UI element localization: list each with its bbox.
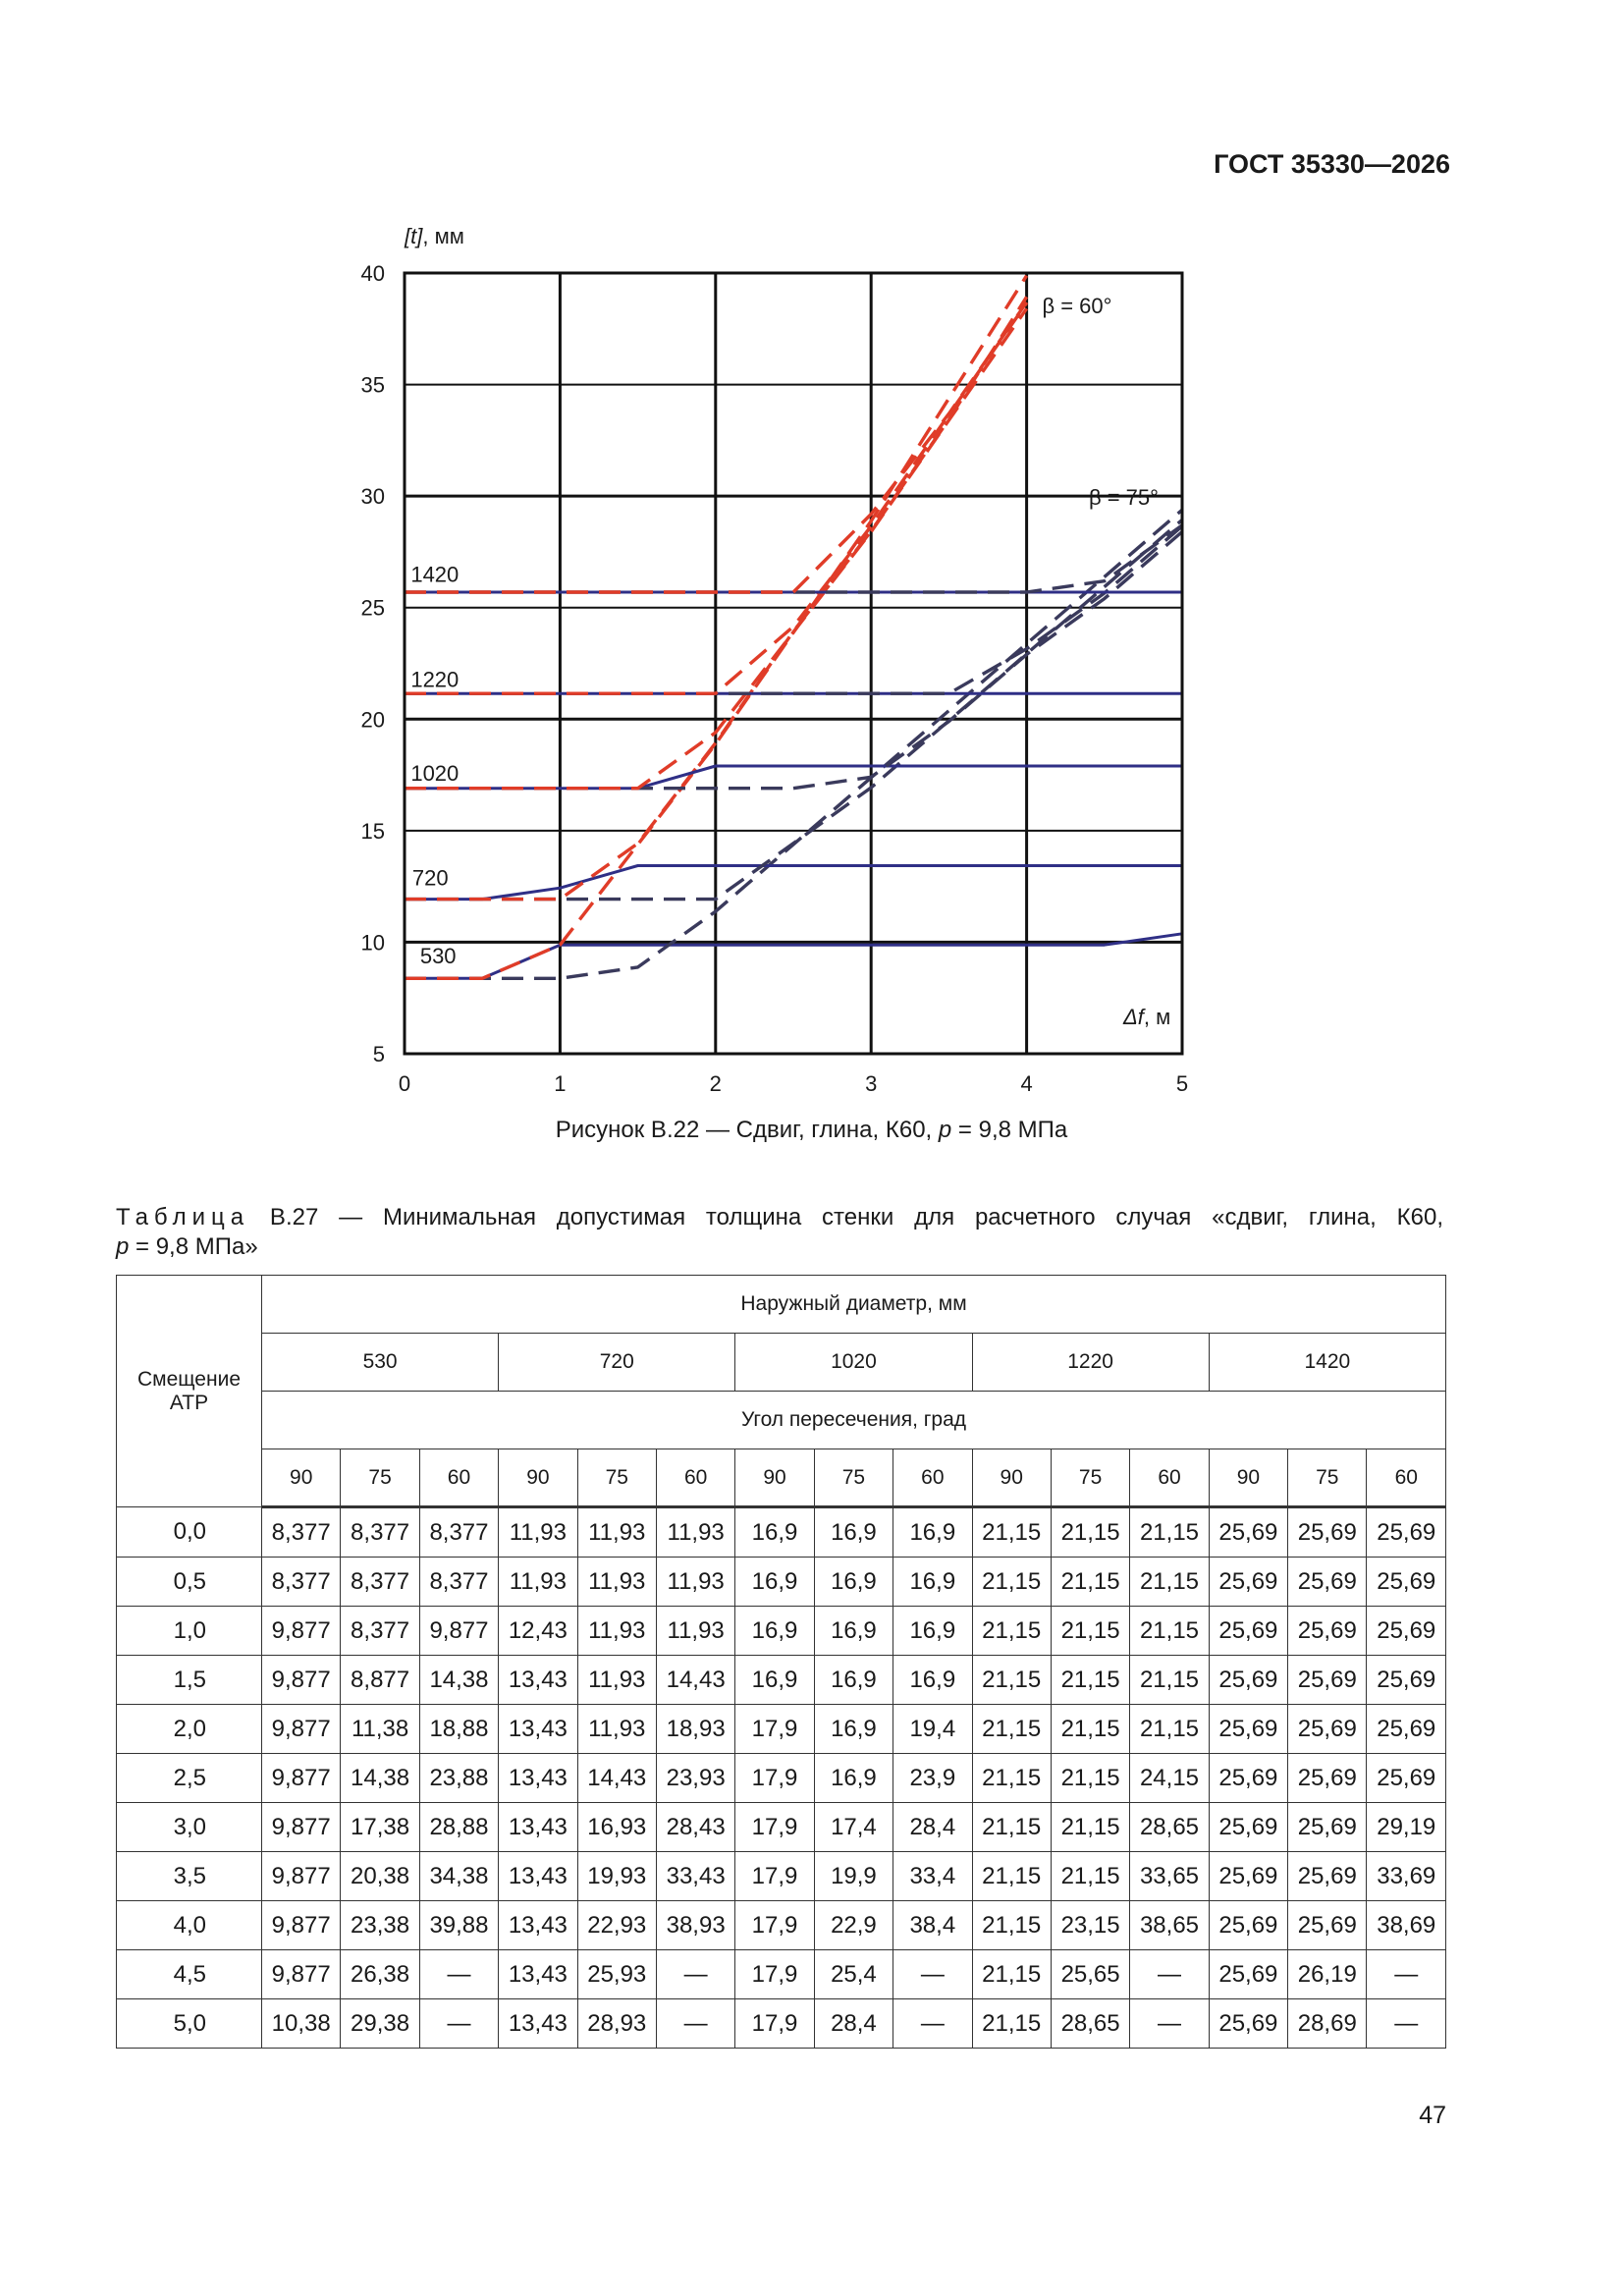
value-cell: 28,93	[577, 1999, 656, 2049]
beta-75-label: β = 75°	[1088, 485, 1159, 511]
value-cell: 19,93	[577, 1852, 656, 1901]
table-row	[117, 1656, 1446, 1705]
value-cell: 25,69	[1288, 1754, 1367, 1803]
angle-subheader: 90	[499, 1449, 577, 1507]
angle-subheader: 90	[972, 1449, 1051, 1507]
value-cell: 29,38	[341, 1999, 419, 2049]
value-cell: 12,43	[499, 1607, 577, 1656]
value-cell: 11,93	[499, 1507, 577, 1558]
value-cell: 21,15	[972, 1803, 1051, 1852]
value-cell: 10,38	[262, 1999, 341, 2049]
value-cell: 25,69	[1209, 1607, 1287, 1656]
value-cell: 9,877	[262, 1852, 341, 1901]
value-cell: 25,69	[1367, 1507, 1446, 1558]
value-cell: 28,65	[1130, 1803, 1209, 1852]
table-row	[117, 1705, 1446, 1754]
value-cell: 21,15	[1130, 1507, 1209, 1558]
x-tick-label: 2	[709, 1071, 722, 1096]
value-cell: 21,15	[1051, 1607, 1129, 1656]
series-1020-90	[405, 766, 1182, 789]
value-cell: 25,69	[1367, 1607, 1446, 1656]
angle-subheader: 90	[1209, 1449, 1287, 1507]
value-cell: 21,15	[972, 1558, 1051, 1607]
value-cell: 11,93	[577, 1507, 656, 1558]
value-cell: 18,88	[419, 1705, 498, 1754]
angle-subheader: 75	[814, 1449, 893, 1507]
x-axis-label-unit: , м	[1143, 1005, 1171, 1029]
row-header: Смещение АТР	[117, 1276, 262, 1507]
value-cell: 25,69	[1209, 1507, 1287, 1558]
series-720-90	[405, 866, 1182, 900]
value-cell: 25,69	[1209, 1803, 1287, 1852]
value-cell: 11,93	[656, 1558, 734, 1607]
y-axis-label	[404, 224, 464, 248]
value-cell: 16,9	[814, 1507, 893, 1558]
value-cell: 23,38	[341, 1901, 419, 1950]
value-cell: —	[1367, 1999, 1446, 2049]
value-cell: 11,93	[577, 1656, 656, 1705]
value-cell: 11,93	[656, 1607, 734, 1656]
value-cell: 25,69	[1288, 1705, 1367, 1754]
value-cell: 25,65	[1051, 1950, 1129, 1999]
table-row	[117, 1607, 1446, 1656]
value-cell: 26,38	[341, 1950, 419, 1999]
x-tick-label: 4	[1020, 1071, 1033, 1096]
value-cell: 21,15	[972, 1607, 1051, 1656]
shift-cell: 4,5	[117, 1950, 262, 1999]
value-cell: 28,65	[1051, 1999, 1129, 2049]
value-cell: —	[656, 1999, 734, 2049]
value-cell: 13,43	[499, 1950, 577, 1999]
value-cell: 8,377	[262, 1558, 341, 1607]
value-cell: 20,38	[341, 1852, 419, 1901]
angle-subheader: 60	[656, 1449, 734, 1507]
value-cell: 13,43	[499, 1852, 577, 1901]
angle-subheader: 60	[1367, 1449, 1446, 1507]
value-cell: 9,877	[262, 1950, 341, 1999]
y-axis-label-symbol: [t]	[405, 224, 423, 248]
shift-cell: 0,0	[117, 1507, 262, 1558]
value-cell: 28,69	[1288, 1999, 1367, 2049]
shift-cell: 3,0	[117, 1803, 262, 1852]
value-cell: —	[1367, 1950, 1446, 1999]
value-cell: 28,4	[814, 1999, 893, 2049]
value-cell: 9,877	[262, 1754, 341, 1803]
value-cell: 21,15	[972, 1852, 1051, 1901]
value-cell: 23,15	[1051, 1901, 1129, 1950]
value-cell: 21,15	[972, 1754, 1051, 1803]
series-530-90	[405, 934, 1182, 979]
value-cell: 25,69	[1209, 1901, 1287, 1950]
value-cell: 33,65	[1130, 1852, 1209, 1901]
y-tick-label: 20	[360, 707, 385, 733]
value-cell: 25,69	[1209, 1852, 1287, 1901]
angle-subheader: 90	[262, 1449, 341, 1507]
diameter-header: 1020	[735, 1334, 972, 1392]
value-cell: 17,38	[341, 1803, 419, 1852]
value-cell: 22,93	[577, 1901, 656, 1950]
value-cell: 16,93	[577, 1803, 656, 1852]
value-cell: 16,9	[735, 1607, 814, 1656]
value-cell: 24,15	[1130, 1754, 1209, 1803]
diameter-header: 1220	[972, 1334, 1209, 1392]
angle-header: Угол пересечения, град	[262, 1392, 1446, 1449]
value-cell: 9,877	[419, 1607, 498, 1656]
table-caption-line2	[116, 1232, 1443, 1262]
value-cell: 25,69	[1288, 1901, 1367, 1950]
shift-cell: 5,0	[117, 1999, 262, 2049]
angle-subheader: 60	[893, 1449, 972, 1507]
value-cell: 13,43	[499, 1705, 577, 1754]
y-tick-label: 35	[360, 372, 385, 398]
value-cell: 23,88	[419, 1754, 498, 1803]
value-cell: 29,19	[1367, 1803, 1446, 1852]
value-cell: 16,9	[893, 1507, 972, 1558]
x-tick-label: 0	[398, 1071, 411, 1096]
shift-cell: 1,0	[117, 1607, 262, 1656]
value-cell: 25,69	[1367, 1558, 1446, 1607]
value-cell: 8,377	[341, 1558, 419, 1607]
x-axis-label-symbol: Δf	[1123, 1005, 1144, 1029]
value-cell: 23,9	[893, 1754, 972, 1803]
value-cell: 21,15	[1051, 1656, 1129, 1705]
value-cell: 25,69	[1288, 1852, 1367, 1901]
page-number: 47	[1419, 2102, 1446, 2129]
diameter-label-1020: 1020	[410, 760, 460, 786]
shift-cell: 0,5	[117, 1558, 262, 1607]
value-cell: 16,9	[893, 1558, 972, 1607]
value-cell: 16,9	[735, 1558, 814, 1607]
figure-caption-p: p	[938, 1117, 952, 1143]
value-cell: 25,69	[1288, 1656, 1367, 1705]
value-cell: 8,377	[419, 1558, 498, 1607]
angle-subheader: 75	[1051, 1449, 1129, 1507]
thickness-table	[116, 1275, 1446, 2049]
value-cell: 8,377	[341, 1607, 419, 1656]
value-cell: 8,877	[341, 1656, 419, 1705]
value-cell: 13,43	[499, 1901, 577, 1950]
value-cell: 25,69	[1288, 1803, 1367, 1852]
value-cell: 13,43	[499, 1754, 577, 1803]
value-cell: 17,9	[735, 1950, 814, 1999]
value-cell: 26,19	[1288, 1950, 1367, 1999]
beta-60-label: β = 60°	[1042, 293, 1112, 318]
value-cell: 17,4	[814, 1803, 893, 1852]
value-cell: 21,15	[1051, 1507, 1129, 1558]
value-cell: 11,93	[656, 1507, 734, 1558]
value-cell: 22,9	[814, 1901, 893, 1950]
value-cell: 38,93	[656, 1901, 734, 1950]
value-cell: 16,9	[814, 1558, 893, 1607]
value-cell: 17,9	[735, 1901, 814, 1950]
table-row	[117, 1901, 1446, 1950]
value-cell: 21,15	[972, 1656, 1051, 1705]
angle-subheader: 75	[577, 1449, 656, 1507]
value-cell: 16,9	[735, 1507, 814, 1558]
value-cell: 25,69	[1209, 1656, 1287, 1705]
series-530-75	[405, 510, 1182, 978]
angle-subheader: 90	[735, 1449, 814, 1507]
y-tick-label: 25	[360, 595, 385, 621]
diameter-label-720: 720	[411, 865, 449, 891]
value-cell: 13,43	[499, 1803, 577, 1852]
figure-caption	[0, 1117, 1623, 1144]
value-cell: —	[419, 1950, 498, 1999]
table-caption-p: p	[116, 1233, 130, 1260]
diameter-label-1220: 1220	[410, 667, 460, 692]
value-cell: 19,4	[893, 1705, 972, 1754]
value-cell: 39,88	[419, 1901, 498, 1950]
y-axis-label-unit: , мм	[422, 224, 464, 248]
value-cell: 14,38	[341, 1754, 419, 1803]
shift-cell: 4,0	[117, 1901, 262, 1950]
value-cell: 21,15	[1130, 1705, 1209, 1754]
value-cell: 25,69	[1209, 1558, 1287, 1607]
y-tick-label: 30	[360, 484, 385, 510]
value-cell: 21,15	[1130, 1607, 1209, 1656]
value-cell: 21,15	[1051, 1803, 1129, 1852]
x-axis-label	[1122, 1005, 1170, 1029]
value-cell: 16,9	[814, 1607, 893, 1656]
table-row	[117, 1558, 1446, 1607]
value-cell: 33,69	[1367, 1852, 1446, 1901]
shift-cell: 3,5	[117, 1852, 262, 1901]
value-cell: 17,9	[735, 1705, 814, 1754]
value-cell: 8,377	[419, 1507, 498, 1558]
table-caption-tail: = 9,8 МПа»	[129, 1233, 258, 1260]
value-cell: 11,93	[577, 1607, 656, 1656]
value-cell: 25,69	[1367, 1656, 1446, 1705]
value-cell: 18,93	[656, 1705, 734, 1754]
value-cell: 13,43	[499, 1999, 577, 2049]
value-cell: 33,4	[893, 1852, 972, 1901]
value-cell: 16,9	[893, 1656, 972, 1705]
value-cell: —	[1130, 1999, 1209, 2049]
y-tick-label: 40	[360, 261, 385, 286]
value-cell: 16,9	[893, 1607, 972, 1656]
value-cell: —	[419, 1999, 498, 2049]
value-cell: 21,15	[1130, 1558, 1209, 1607]
value-cell: 21,15	[1051, 1558, 1129, 1607]
value-cell: 16,9	[735, 1656, 814, 1705]
plot-frame	[405, 273, 1182, 1054]
value-cell: —	[893, 1950, 972, 1999]
value-cell: 25,69	[1209, 1950, 1287, 1999]
table-row	[117, 1852, 1446, 1901]
value-cell: 21,15	[972, 1999, 1051, 2049]
value-cell: 14,43	[577, 1754, 656, 1803]
value-cell: 25,93	[577, 1950, 656, 1999]
diameter-header: 1420	[1209, 1334, 1445, 1392]
value-cell: 8,377	[262, 1507, 341, 1558]
value-cell: —	[893, 1999, 972, 2049]
value-cell: 16,9	[814, 1656, 893, 1705]
series-1420-75	[405, 525, 1182, 592]
diameter-header: 720	[499, 1334, 735, 1392]
value-cell: 21,15	[972, 1950, 1051, 1999]
value-cell: 11,93	[499, 1558, 577, 1607]
x-tick-label: 3	[865, 1071, 878, 1096]
value-cell: 25,69	[1209, 1754, 1287, 1803]
series-1020-75	[405, 532, 1182, 789]
value-cell: 9,877	[262, 1607, 341, 1656]
value-cell: 11,93	[577, 1558, 656, 1607]
value-cell: 21,15	[1051, 1852, 1129, 1901]
value-cell: 17,9	[735, 1754, 814, 1803]
value-cell: 25,69	[1209, 1999, 1287, 2049]
value-cell: 8,377	[341, 1507, 419, 1558]
x-tick-label: 1	[554, 1071, 567, 1096]
value-cell: 9,877	[262, 1705, 341, 1754]
value-cell: 25,69	[1209, 1705, 1287, 1754]
value-cell: 17,9	[735, 1803, 814, 1852]
value-cell: 21,15	[1051, 1754, 1129, 1803]
value-cell: —	[1130, 1950, 1209, 1999]
value-cell: 25,69	[1288, 1507, 1367, 1558]
angle-subheader: 75	[1288, 1449, 1367, 1507]
x-tick-label: 5	[1175, 1071, 1189, 1096]
y-tick-label: 10	[360, 930, 385, 956]
value-cell: 11,93	[577, 1705, 656, 1754]
series-720-75	[405, 519, 1182, 899]
value-cell: 25,69	[1288, 1558, 1367, 1607]
document-header: ГОСТ 35330—2026	[1214, 149, 1450, 179]
figure-caption-prefix: Рисунок В.22 — Сдвиг, глина, К60,	[555, 1117, 939, 1143]
value-cell: 38,4	[893, 1901, 972, 1950]
y-tick-label: 5	[372, 1042, 385, 1066]
value-cell: 28,4	[893, 1803, 972, 1852]
value-cell: 23,93	[656, 1754, 734, 1803]
value-cell: 25,4	[814, 1950, 893, 1999]
value-cell: 34,38	[419, 1852, 498, 1901]
angle-subheader: 60	[419, 1449, 498, 1507]
table-row	[117, 1950, 1446, 1999]
angle-subheader: 75	[341, 1449, 419, 1507]
table-row	[117, 1507, 1446, 1558]
outer-diameter-header: Наружный диаметр, мм	[262, 1276, 1446, 1334]
value-cell: 14,43	[656, 1656, 734, 1705]
table-caption-label: Таблица	[116, 1204, 250, 1230]
diameter-header: 530	[262, 1334, 499, 1392]
y-tick-label: 15	[360, 818, 385, 844]
value-cell: 14,38	[419, 1656, 498, 1705]
value-cell: 25,69	[1367, 1754, 1446, 1803]
value-cell: 19,9	[814, 1852, 893, 1901]
value-cell: 21,15	[1051, 1705, 1129, 1754]
value-cell: 9,877	[262, 1901, 341, 1950]
value-cell: 16,9	[814, 1754, 893, 1803]
value-cell: 21,15	[1130, 1656, 1209, 1705]
value-cell: 33,43	[656, 1852, 734, 1901]
table-row	[117, 1999, 1446, 2049]
table-caption-text: В.27 — Минимальная допустимая толщина стенки для расчетного случая «сдвиг, глина, К60,	[249, 1204, 1443, 1230]
value-cell: 25,69	[1288, 1607, 1367, 1656]
value-cell: 21,15	[972, 1901, 1051, 1950]
table-row	[117, 1803, 1446, 1852]
shift-cell: 2,5	[117, 1754, 262, 1803]
value-cell: 9,877	[262, 1656, 341, 1705]
value-cell: 25,69	[1367, 1705, 1446, 1754]
shift-cell: 1,5	[117, 1656, 262, 1705]
diameter-label-530: 530	[419, 944, 457, 969]
value-cell: 17,9	[735, 1999, 814, 2049]
value-cell: 11,38	[341, 1705, 419, 1754]
table-row	[117, 1754, 1446, 1803]
value-cell: 16,9	[814, 1705, 893, 1754]
value-cell: —	[656, 1950, 734, 1999]
value-cell: 9,877	[262, 1803, 341, 1852]
value-cell: 21,15	[972, 1705, 1051, 1754]
shift-cell: 2,0	[117, 1705, 262, 1754]
value-cell: 17,9	[735, 1852, 814, 1901]
value-cell: 28,43	[656, 1803, 734, 1852]
value-cell: 38,69	[1367, 1901, 1446, 1950]
value-cell: 21,15	[972, 1507, 1051, 1558]
value-cell: 38,65	[1130, 1901, 1209, 1950]
value-cell: 13,43	[499, 1656, 577, 1705]
figure-caption-suffix: = 9,8 МПа	[951, 1117, 1068, 1143]
angle-subheader: 60	[1130, 1449, 1209, 1507]
diameter-label-1420: 1420	[410, 562, 460, 587]
thickness-chart	[334, 221, 1217, 1124]
value-cell: 28,88	[419, 1803, 498, 1852]
table-caption	[116, 1203, 1443, 1262]
